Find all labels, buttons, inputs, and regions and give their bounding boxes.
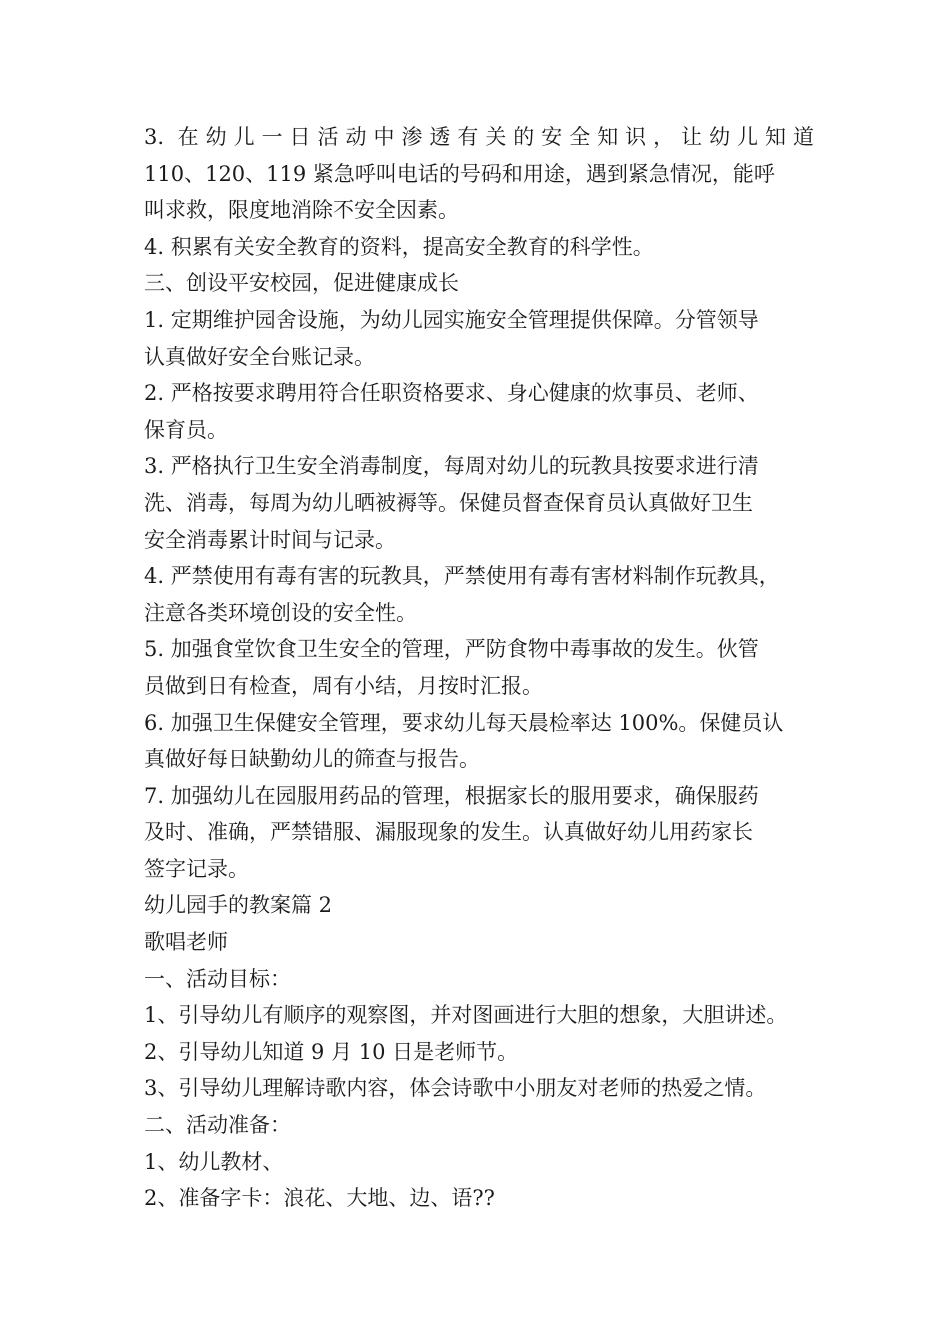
text-line: 4. 严禁使用有毒有害的玩教具，严禁使用有毒有害材料制作玩教具， — [144, 564, 780, 589]
text-line: 1、幼儿教材、 — [144, 1149, 284, 1174]
text-line: 真做好每日缺勤幼儿的筛查与报告。 — [144, 747, 480, 772]
text-line: 110、120、119 紧急呼叫电话的号码和用途，遇到紧急情况，能呼 — [144, 161, 775, 186]
text-line: 4. 积累有关安全教育的资料，提高安全教育的科学性。 — [144, 234, 654, 259]
text-line: 3. 严格执行卫生安全消毒制度，每周对幼儿的玩教具按要求进行清 — [144, 454, 759, 479]
text-line: 6. 加强卫生保健安全管理，要求幼儿每天晨检率达 100%。保健员认 — [144, 710, 784, 735]
text-line: 洗、消毒，每周为幼儿晒被褥等。保健员督查保育员认真做好卫生 — [144, 490, 753, 515]
section-heading: 二、活动准备： — [144, 1113, 291, 1138]
text-line: 签字记录。 — [144, 856, 249, 881]
text-line: 员做到日有检查，周有小结，月按时汇报。 — [144, 673, 543, 698]
text-line: 认真做好安全台账记录。 — [144, 344, 375, 369]
section-heading: 一、活动目标： — [144, 966, 291, 991]
text-line: 3. 在幼儿一日活动中渗透有关的安全知识，让幼儿知道 — [144, 125, 814, 149]
text-line: 及时、准确，严禁错服、漏服现象的发生。认真做好幼儿用药家长 — [144, 820, 753, 845]
text-line: 1. 定期维护园舍设施，为幼儿园实施安全管理提供保障。分管领导 — [144, 307, 759, 332]
text-line: 7. 加强幼儿在园服用药品的管理，根据家长的服用要求，确保服药 — [144, 783, 759, 808]
text-line: 3、引导幼儿理解诗歌内容，体会诗歌中小朋友对老师的热爱之情。 — [144, 1076, 767, 1101]
text-line: 2、引导幼儿知道 9 月 10 日是老师节。 — [144, 1039, 519, 1064]
lesson-title: 歌唱老师 — [144, 930, 228, 955]
text-line: 5. 加强食堂饮食卫生安全的管理，严防食物中毒事故的发生。伙管 — [144, 637, 759, 662]
text-line: 注意各类环境创设的安全性。 — [144, 600, 417, 625]
text-line: 1、引导幼儿有顺序的观察图，并对图画进行大胆的想象，大胆讲述。 — [144, 1003, 788, 1028]
text-line: 叫求救，限度地消除不安全因素。 — [144, 198, 459, 223]
document-subtitle: 幼儿园手的教案篇 2 — [144, 893, 333, 918]
section-heading: 三、创设平安校园，促进健康成长 — [144, 271, 459, 296]
text-line: 2、准备字卡：浪花、大地、边、语?? — [144, 1186, 495, 1211]
text-line: 保育员。 — [144, 417, 228, 442]
document-body — [144, 119, 814, 1217]
text-line: 2. 严格按要求聘用符合任职资格要求、身心健康的炊事员、老师、 — [144, 381, 759, 406]
text-line: 安全消毒累计时间与记录。 — [144, 527, 396, 552]
